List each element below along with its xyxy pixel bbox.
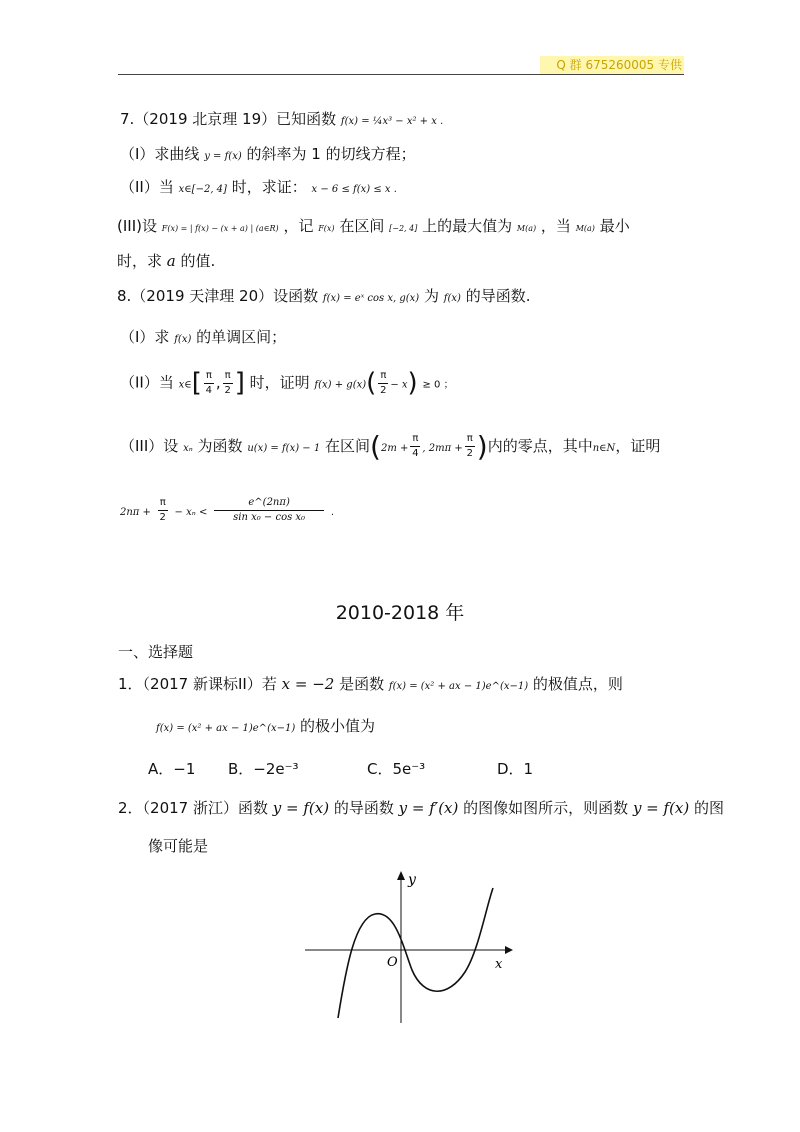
p7-part-ii bbox=[120, 176, 397, 197]
p7-iii-F: F(x) = | f(x) − (x + a) | (a∈R) bbox=[161, 224, 279, 233]
p7-iii-int: [−2, 4] bbox=[389, 224, 418, 233]
q2-e3: y = f(x) bbox=[632, 799, 690, 817]
q1-option-c[interactable]: C．5e⁻³ bbox=[367, 760, 426, 778]
p8-i-tail: 的单调区间； bbox=[196, 328, 287, 346]
p8-ii-frac3: $\frac{\pi}{2}$ bbox=[380, 369, 387, 396]
p8-iii-frac1: $\frac{\pi}{4}$ bbox=[412, 433, 419, 459]
p8-i-label: （I）求 bbox=[120, 328, 170, 346]
p7-iii-mid2: 在区间 bbox=[339, 217, 385, 235]
p7-iii-M: M(a) bbox=[516, 224, 537, 233]
y-axis-arrow bbox=[397, 871, 405, 880]
p8-ii-ineq: f(x) + g(x) bbox=[314, 379, 367, 391]
p8-iii-n: n∈N bbox=[592, 443, 616, 454]
p7-iii-label: (III)设 bbox=[117, 217, 157, 235]
q1-head: 1．（2017 新课标II）若 bbox=[118, 675, 277, 693]
derivative-graph bbox=[300, 868, 520, 1028]
p8-iii-label: （III）设 bbox=[120, 437, 179, 455]
p7-iii-tail: 最小 bbox=[599, 217, 630, 235]
p8-ii-label: （II）当 bbox=[120, 373, 174, 392]
x-label: x bbox=[495, 957, 503, 972]
x-axis-arrow bbox=[505, 946, 513, 954]
q1-func: f(x) = (x² + ax − 1)e^(x−1) bbox=[388, 681, 529, 692]
q2-e2: y = f′(x) bbox=[398, 799, 459, 817]
p8-ii-tail: ≥ 0 ； bbox=[422, 379, 454, 391]
p8-ii-frac1: $\frac{\pi}{4}$ bbox=[205, 369, 213, 396]
p7-i-label: （I）求曲线 bbox=[120, 145, 200, 163]
header-tag: Q 群 675260005 专供 bbox=[540, 56, 684, 74]
q1-cond: x = −2 bbox=[281, 675, 335, 693]
p7-head: 7.（2019 北京理 19）已知函数 bbox=[120, 110, 337, 128]
q2-m1: 的导函数 bbox=[333, 799, 394, 817]
p7-ii-mid: 时，求证： bbox=[231, 178, 307, 196]
p8-part-iii-line2 bbox=[120, 496, 334, 525]
q1-l2tail: 的极小值为 bbox=[300, 717, 376, 735]
q2-m3: 的图 bbox=[694, 799, 725, 817]
p8-func: f(x) = eˣ cos x, g(x) bbox=[322, 293, 420, 304]
p7-ii-ineq: x − 6 ≤ f(x) ≤ x . bbox=[311, 184, 397, 195]
p8-iii-mid2: 在区间 bbox=[325, 437, 371, 455]
p8-part-ii: （II）当 x∈[ $\frac{\pi}{4}$ , $\frac{\pi}{2}$ ] 时，证明 f(x) + g(x)( $\frac{\pi}{2}$ − x) ≥ 0 ； bbox=[120, 368, 454, 398]
p8-fx: f(x) bbox=[443, 293, 461, 304]
header-rule bbox=[118, 74, 684, 75]
q2-head: 2．（2017 浙江）函数 bbox=[118, 799, 268, 817]
p7-iii-mid: ，记 bbox=[283, 217, 314, 235]
p8-iii-l2frac: $\frac{\pi}{2}$ bbox=[159, 497, 166, 523]
q2-m2: 的图像如图所示，则函数 bbox=[463, 799, 629, 817]
p8-ii-expr: x∈ bbox=[178, 379, 192, 391]
p7-ii-label: （II）当 bbox=[120, 178, 174, 196]
derivative-curve bbox=[338, 888, 493, 1018]
q2-e1: y = f(x) bbox=[272, 799, 330, 817]
p8-iii-u: u(x) = f(x) − 1 bbox=[247, 443, 321, 454]
p8-iii-l2end: . bbox=[330, 507, 335, 518]
p8-ii-mid: 时，证明 bbox=[249, 373, 310, 392]
p8-iii-tail: ，证明 bbox=[615, 437, 661, 455]
q2-line2: 像可能是 bbox=[148, 837, 209, 855]
p8-i-expr: f(x) bbox=[174, 334, 192, 345]
p8-tail: 的导函数. bbox=[465, 287, 531, 305]
p8-iii-l2b: − xₙ < bbox=[174, 507, 208, 518]
p8-ii-ineq2: − x bbox=[390, 379, 408, 391]
p8-iii-mid3: 内的零点，其中 bbox=[487, 437, 593, 455]
p8-iii-l2a: 2nπ + bbox=[120, 507, 151, 518]
p7-part-iii bbox=[117, 215, 630, 236]
p7-iii-M2: M(a) bbox=[575, 224, 595, 233]
p8-mid: 为 bbox=[423, 287, 439, 305]
q2-line1 bbox=[118, 797, 724, 818]
p7-func: f(x) = ¼x³ − x² + x . bbox=[340, 116, 444, 127]
q1-option-a[interactable]: A．−1 bbox=[148, 760, 196, 778]
p7-i-tail: 的斜率为 1 的切线方程； bbox=[246, 145, 416, 163]
q1-tail: 的极值点，则 bbox=[532, 675, 623, 693]
p8-part-iii: （III）设 xₙ 为函数 u(x) = f(x) − 1 在区间(2m + $\frac{\pi}{4}$ , 2mπ + $\frac{\pi}{2}$ )内的零点，其中n∈N，证明 bbox=[120, 430, 661, 463]
q1-l2: f(x) = (x² + ax − 1)e^(x−1) bbox=[156, 723, 296, 734]
p8-iii-int-a: 2m + bbox=[380, 443, 409, 454]
q1-option-d[interactable]: D．1 bbox=[497, 760, 534, 778]
p8-iii-xn: xₙ bbox=[183, 443, 193, 454]
y-label: y bbox=[408, 872, 416, 888]
p8-iii-l2frac2: $\frac{e\^{}(2n\pi)}{\text{sin x₀ − cos x₀}}$ bbox=[214, 496, 324, 525]
q1-line2 bbox=[156, 715, 375, 736]
p7-iii-mid4: ，当 bbox=[540, 217, 571, 235]
p8-iii-frac2: $\frac{\pi}{2}$ bbox=[466, 433, 473, 459]
p8-ii-frac2: $\frac{\pi}{2}$ bbox=[224, 369, 231, 396]
p7-iii-a: a bbox=[166, 252, 176, 270]
origin-label: O bbox=[387, 955, 398, 970]
p8-line1 bbox=[117, 285, 531, 306]
p7-iii-F2: F(x) bbox=[318, 224, 335, 233]
p8-iii-mid: 为函数 bbox=[197, 437, 243, 455]
p7-part-iii-line2 bbox=[117, 250, 215, 271]
section-heading: 一、选择题 bbox=[118, 643, 194, 661]
section-title: 2010-2018 年 bbox=[335, 602, 465, 624]
p7-iii-mid3: 上的最大值为 bbox=[422, 217, 513, 235]
p7-ii-expr: x∈[−2, 4] bbox=[178, 184, 227, 195]
q1-option-b[interactable]: B．−2e⁻³ bbox=[228, 760, 299, 778]
p7-iii-end: 的值. bbox=[180, 252, 216, 270]
p8-iii-int-b: , 2mπ + bbox=[422, 443, 463, 454]
q1-mid: 是函数 bbox=[339, 675, 385, 693]
p7-iii-line2: 时，求 bbox=[117, 252, 163, 270]
p7-line1 bbox=[120, 108, 443, 129]
p8-head: 8.（2019 天津理 20）设函数 bbox=[117, 287, 319, 305]
p7-part-i bbox=[120, 143, 416, 164]
q1-line1 bbox=[118, 673, 623, 694]
p8-part-i bbox=[120, 326, 286, 347]
p7-i-expr: y = f(x) bbox=[204, 151, 242, 162]
